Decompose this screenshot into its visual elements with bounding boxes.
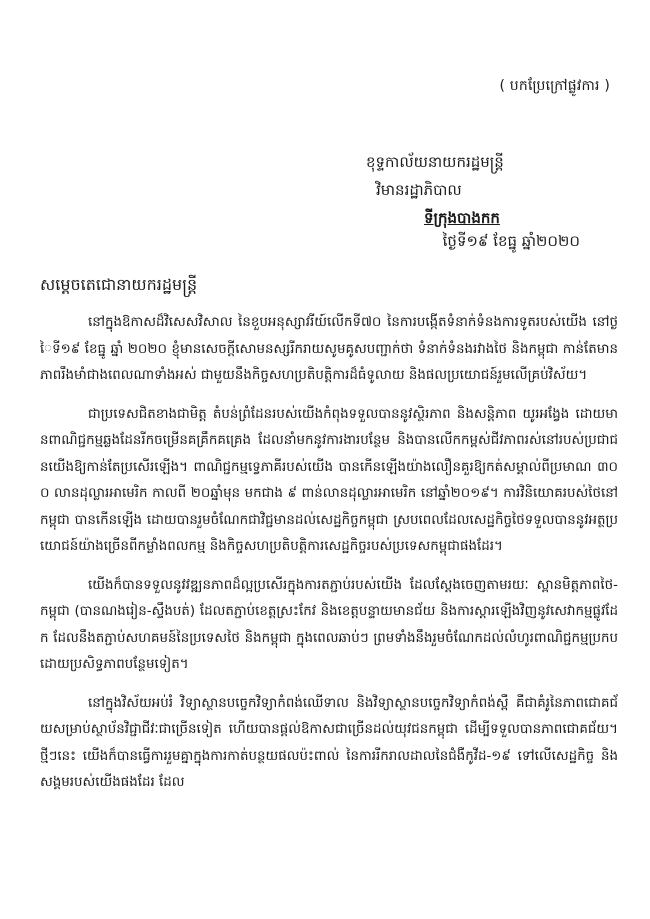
header-office: ខុទ្ទកាល័យនាយករដ្ឋមន្ត្រី	[366, 153, 504, 171]
header-city: ទីក្រុងបាងកក	[424, 209, 500, 227]
paragraph-2: ជាប្រទេសជិតខាងជាមិត្ត តំបន់ព្រំដែនរបស់យើងកំពុងទទួលបាននូវស្ថិរភាព និងសន្តិភាព យូរអង្វែង ដោយមានពាណិជ្ជកម្មឆ្លងដែនរីកចម្រើនគគ្រឹកគគ្រេង ដែលនាំមកនូវការងារបន្ថែម និងបានលើកកម្ពស់ជីវភាពរស់នៅរបស់ប្រជាជនយើងឱ្យកាន់តែប្រសើរឡើង។ ពាណិជ្ជកម្មទ្វេភាគីរបស់យើង បានកើនឡើងយ៉ាងលឿនគួរឱ្យកត់សម្គាល់ពីប្រមាណ ៣០០ លានដុល្លារអាមេរិក កាលពី ២០ឆ្នាំមុន មកជាង ៩ ពាន់លានដុល្លារអាមេរិក នៅឆ្នាំ២០១៩។ ការវិនិយោគរបស់ថៃនៅកម្ពុជា បានកើនឡើង ដោយបានរួមចំណែកជាវិជ្ជមានដល់សេដ្ឋកិច្ចកម្ពុជា ស្របពេលដែលសេដ្ឋកិច្ចថៃទទួលបាននូវអត្ថប្រយោជន៍យ៉ាងច្រើនពីកម្លាំងពលកម្ម និងកិច្ចសហប្រតិបត្តិការសេដ្ឋកិច្ចរបស់ប្រទេសកម្ពុជាផងដែរ។	[40, 406, 618, 554]
paragraph-3: យើងក៏បានទទួលនូវវឌ្ឍនភាពដ៏ល្អប្រសើរក្នុងការតភ្ជាប់របស់យើង ដែលស្តែងចេញតាមរយៈ ស្ពានមិត្តភាពថៃ-កម្ពុជា (បានណងរៀន-ស្ទឹងបត់) ដែលតភ្ជាប់ខេត្តស្រះកែវ និងខេត្តបន្ទាយមានជ័យ និងការស្តារឡើងវិញនូវសេវាកម្មផ្លូវដែក ដែលនឹងតភ្ជាប់សហគមន៍នៃប្រទេសថៃ និងកម្ពុជា ក្នុងពេលឆាប់ៗ ព្រមទាំងនឹងរួមចំណែកដល់លំហូរពាណិជ្ជកម្មប្រកបដោយប្រសិទ្ធភាពបន្ថែមទៀត។	[40, 577, 618, 672]
paragraph-4: នៅក្នុងវិស័យអប់រំ វិទ្យាស្ថានបច្ចេកវិទ្យាកំពង់ឈើទាល និងវិទ្យាស្ថានបច្ចេកវិទ្យាកំពង់ស្ពឺ គឺជាគំរូនៃភាពជោគជ័យសម្រាប់ស្ថាប័នវិជ្ជាជីវៈជាច្រើនទៀត ហើយបានផ្តល់ឱកាសជាច្រើនដល់យុវជនកម្ពុជា ដើម្បីទទួលបានភាពជោគជ័យ។ ថ្មីៗនេះ យើងក៏បានធ្វើការរួមគ្នាក្នុងការកាត់បន្ថយផលប៉ះពាល់ នៃការរីករាលដាលនៃជំងឺកូវីដ-១៩ ទៅលើសេដ្ឋកិច្ច និងសង្គមរបស់យើងផងដែរ ដែល	[40, 695, 618, 790]
header-building: វិមានរដ្ឋាភិបាល	[376, 181, 462, 199]
translation-note: ( បកប្រែក្រៅផ្លូវការ )	[499, 78, 610, 94]
letter-body	[40, 310, 618, 809]
letter-date: ថ្ងៃទី១៩ ខែធ្នូ ឆ្នាំ២០២០	[442, 232, 580, 250]
salutation: សម្តេចតេជោនាយករដ្ឋមន្ត្រី	[40, 275, 198, 294]
letter-header	[366, 148, 586, 232]
paragraph-1: នៅក្នុងឱកាសដ៏វិសេសវិសាល នៃខួបអនុស្សាវរីយ៍លើកទី៧០ នៃការបង្កើតទំនាក់ទំនងការទូតរបស់យើង នៅថ្ងៃទី១៩ ខែធ្នូ ឆ្នាំ ២០២០ ខ្ញុំមានសេចក្តីសោមនស្សរីករាយសូមគូសបញ្ជាក់ថា ទំនាក់ទំនងរវាងថៃ និងកម្ពុជា កាន់តែមានភាពរឹងមាំជាងពេលណាទាំងអស់ ជាមួយនឹងកិច្ចសហប្រតិបត្តិការដ៏ធំទូលាយ និងផលប្រយោជន៍រួមលើគ្រប់វិស័យ។	[40, 315, 618, 383]
